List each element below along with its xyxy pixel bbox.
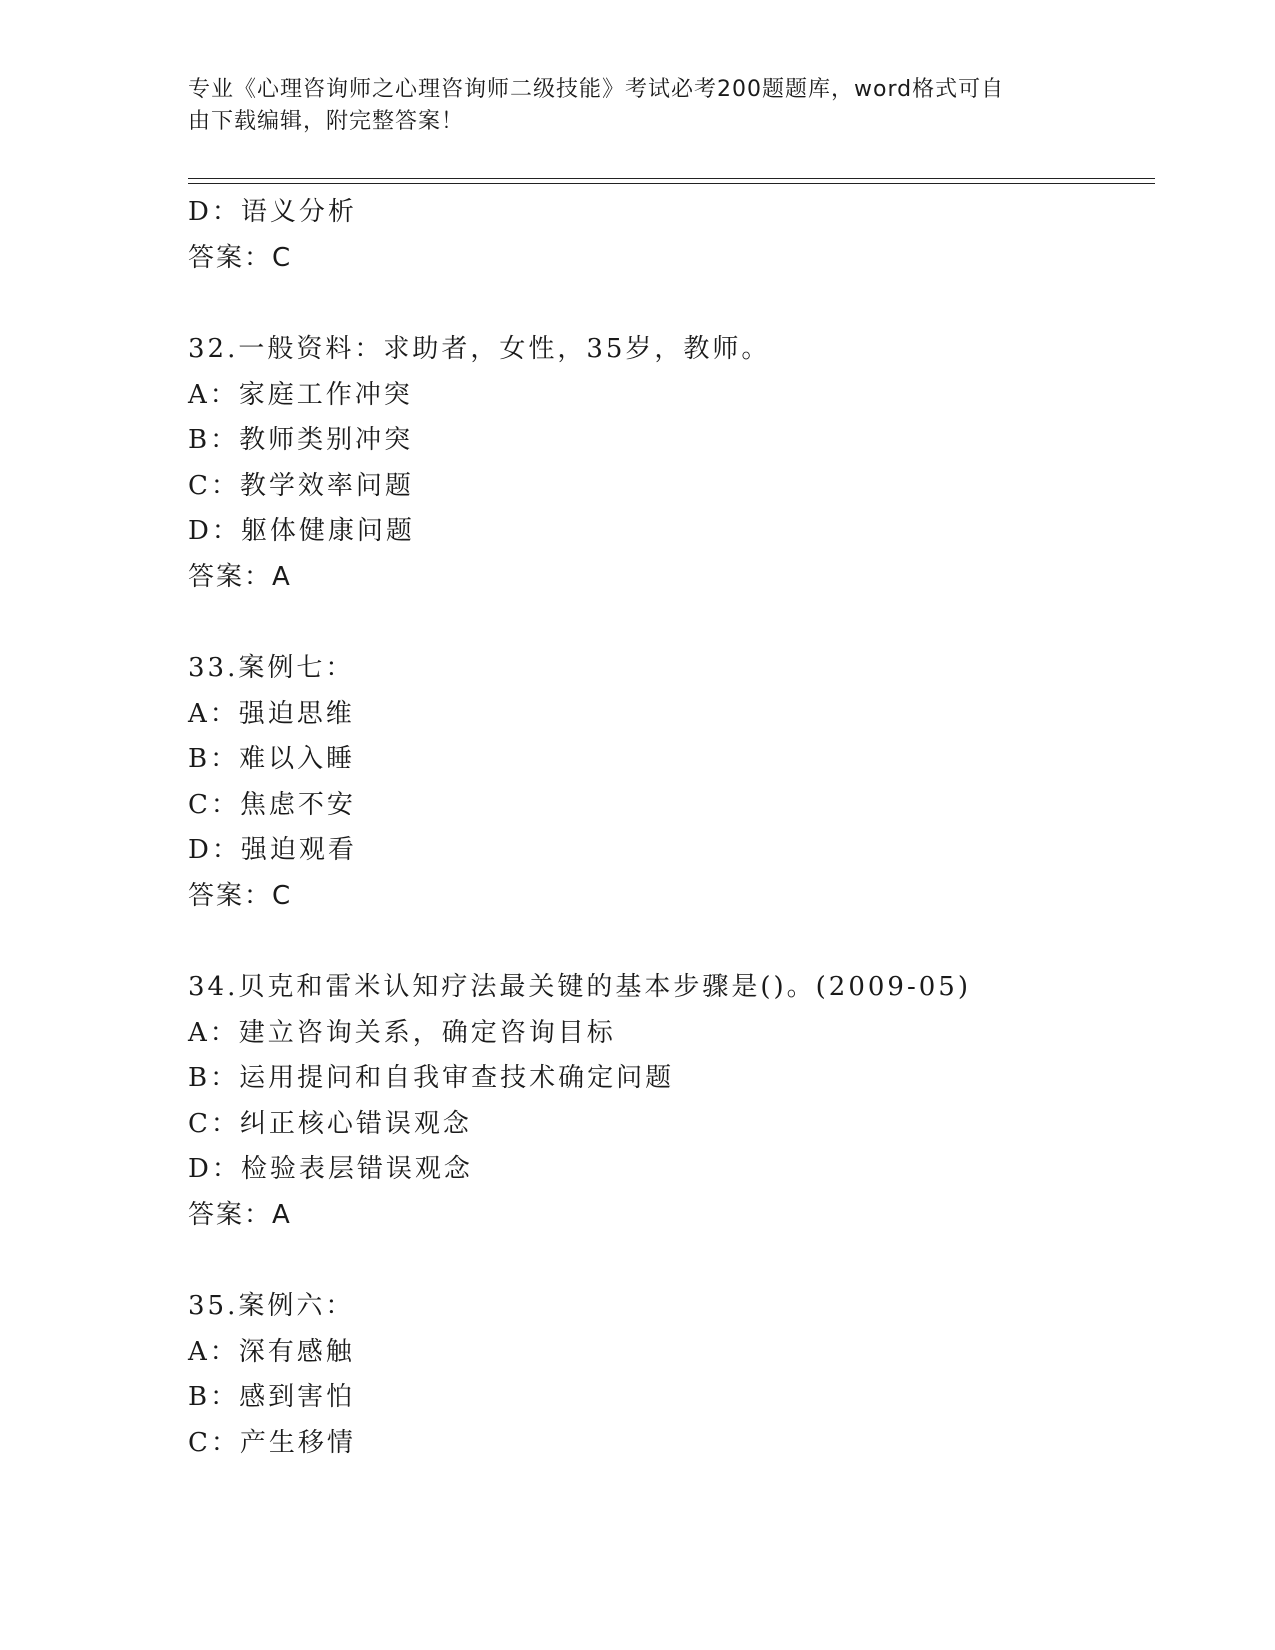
option-b: B：感到害怕 xyxy=(188,1382,356,1412)
answer: 答案：C xyxy=(188,242,293,273)
header-line-1: 专业《心理咨询师之心理咨询师二级技能》考试必考200题题库，word格式可自 xyxy=(188,77,1005,102)
answer: 答案：C xyxy=(188,880,293,911)
option-a: A：家庭工作冲突 xyxy=(188,379,413,410)
option-a: A：深有感触 xyxy=(188,1336,355,1367)
question-33 xyxy=(188,646,1148,919)
question-34 xyxy=(188,965,1148,1238)
answer: 答案：A xyxy=(188,1199,292,1230)
option-a: A：强迫思维 xyxy=(188,698,355,729)
question-stem: 33.案例七： xyxy=(188,653,355,683)
option-d: D：检验表层错误观念 xyxy=(188,1154,473,1184)
question-stem: 35.案例六： xyxy=(188,1291,355,1321)
option-c: C：纠正核心错误观念 xyxy=(188,1108,472,1139)
question-35 xyxy=(188,1284,1148,1466)
option-c: C：教学效率问题 xyxy=(188,470,414,501)
option-d: D：躯体健康问题 xyxy=(188,516,415,546)
question-32 xyxy=(188,327,1148,600)
option-d: D：语义分析 xyxy=(188,197,357,227)
option-a: A：建立咨询关系，确定咨询目标 xyxy=(188,1017,616,1048)
option-d: D：强迫观看 xyxy=(188,835,357,865)
header-line-2: 由下载编辑，附完整答案！ xyxy=(188,109,465,134)
question-stem: 32.一般资料：求助者，女性，35岁，教师。 xyxy=(188,334,771,364)
question-stem: 34.贝克和雷米认知疗法最关键的基本步骤是()。(2009-05) xyxy=(188,972,971,1002)
header-divider-top xyxy=(188,178,1155,179)
header-divider-bottom xyxy=(188,183,1155,184)
option-c: C：焦虑不安 xyxy=(188,789,356,820)
option-b: B：运用提问和自我审查技术确定问题 xyxy=(188,1063,675,1093)
option-c: C：产生移情 xyxy=(188,1427,356,1458)
option-b: B：难以入睡 xyxy=(188,744,356,774)
question-list xyxy=(188,190,1148,1466)
answer: 答案：A xyxy=(188,561,292,592)
option-b: B：教师类别冲突 xyxy=(188,425,414,455)
document-header xyxy=(188,74,1068,138)
